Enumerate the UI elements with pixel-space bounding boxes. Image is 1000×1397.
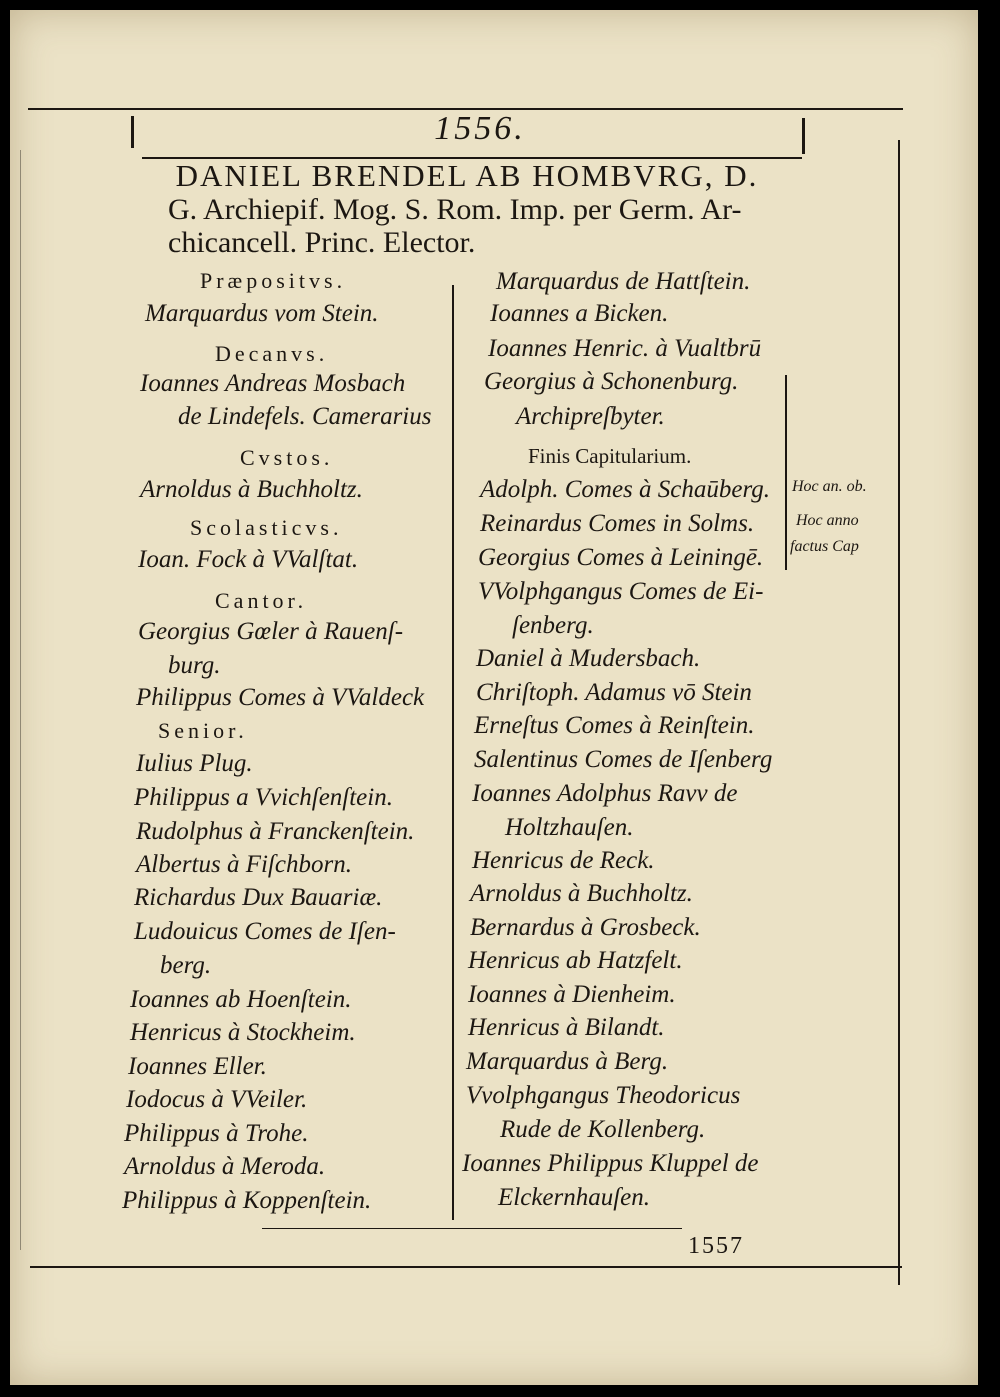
left-name-entry: Ioannes ab Hoenſtein. bbox=[130, 986, 352, 1013]
right-name-entry: Henricus de Reck. bbox=[472, 847, 655, 874]
left-name-entry: Iodocus à VVeiler. bbox=[126, 1086, 308, 1113]
left-name-entry: Richardus Dux Bauariæ. bbox=[134, 884, 383, 911]
far-left-border bbox=[20, 150, 21, 1250]
column-divider bbox=[452, 285, 454, 1220]
right-name-entry: Ioannes Adolphus Ravv de bbox=[472, 780, 738, 807]
left-name-entry: Arnoldus à Meroda. bbox=[124, 1153, 326, 1180]
right-name-entry: Vvolphgangus Theodoricus bbox=[466, 1082, 741, 1109]
left-name-entry: Philippus à Trohe. bbox=[124, 1120, 309, 1147]
right-name-entry: Rude de Kollenberg. bbox=[500, 1116, 706, 1143]
margin-note: Hoc anno bbox=[796, 512, 859, 529]
section-end-label: Finis Capitularium. bbox=[528, 444, 692, 468]
right-name-entry: Adolph. Comes à Schaūberg. bbox=[480, 476, 771, 503]
left-name-entry: Philippus à Koppenſtein. bbox=[122, 1187, 372, 1214]
right-name-entry: VVolphgangus Comes de Ei- bbox=[478, 578, 764, 605]
left-name-entry: Ioannes Andreas Mosbach bbox=[140, 370, 406, 397]
title-line-3: chicancell. Princ. Elector. bbox=[168, 226, 476, 259]
left-name-entry: Philippus Comes à VValdeck bbox=[136, 684, 425, 711]
left-border-mark bbox=[131, 116, 134, 148]
right-name-entry: Henricus à Bilandt. bbox=[468, 1014, 665, 1041]
left-name-entry: Rudolphus à Franckenſtein. bbox=[136, 818, 415, 845]
right-name-entry: Ioannes Philippus Kluppel de bbox=[462, 1150, 759, 1177]
right-name-entry: Elckernhauſen. bbox=[498, 1184, 651, 1211]
left-name-entry: Iulius Plug. bbox=[136, 750, 253, 777]
margin-note: Hoc an. ob. bbox=[792, 478, 867, 495]
right-name-entry: Ioannes a Bicken. bbox=[490, 300, 669, 327]
left-name-entry: Marquardus vom Stein. bbox=[145, 300, 379, 327]
bottom-inner-rule bbox=[262, 1228, 682, 1229]
left-name-entry: Henricus à Stockheim. bbox=[130, 1019, 356, 1046]
right-name-entry: Henricus ab Hatzfelt. bbox=[468, 947, 683, 974]
left-name-entry: Ioannes Eller. bbox=[128, 1053, 267, 1080]
right-name-entry: Holtzhauſen. bbox=[505, 814, 634, 841]
right-border-line bbox=[802, 118, 805, 154]
left-name-entry: Albertus à Fiſchborn. bbox=[136, 851, 352, 878]
left-name-entry: berg. bbox=[160, 952, 212, 979]
margin-note: factus Cap bbox=[790, 538, 859, 555]
left-name-entry: Ioan. Fock à VValſtat. bbox=[138, 546, 359, 573]
left-office-heading: Senior. bbox=[158, 718, 248, 743]
left-office-heading: Cvstos. bbox=[240, 445, 334, 470]
right-name-entry: ſenberg. bbox=[512, 612, 594, 639]
right-name-entry: Georgius à Schonenburg. bbox=[484, 368, 739, 395]
left-name-entry: Arnoldus à Buchholtz. bbox=[140, 476, 363, 503]
right-name-entry: Georgius Comes à Leiningē. bbox=[478, 544, 764, 571]
bottom-rule bbox=[30, 1266, 902, 1268]
right-name-entry: Chriſtoph. Adamus vō Stein bbox=[476, 679, 752, 706]
right-name-entry: Erneſtus Comes à Reinſtein. bbox=[474, 712, 755, 739]
right-name-entry: Daniel à Mudersbach. bbox=[476, 645, 701, 672]
left-office-heading: Scolasticvs. bbox=[190, 515, 343, 540]
right-name-entry: Marquardus de Hattſtein. bbox=[496, 268, 751, 295]
right-name-entry: Reinardus Comes in Solms. bbox=[480, 510, 755, 537]
left-name-entry: de Lindefels. Camerarius bbox=[178, 403, 432, 430]
title-line-2: G. Archiepif. Mog. S. Rom. Imp. per Germ. Ar- bbox=[168, 193, 742, 226]
page-year: 1556. bbox=[434, 110, 526, 147]
left-office-heading: Decanvs. bbox=[215, 341, 329, 366]
right-name-entry: Ioannes à Dienheim. bbox=[468, 981, 676, 1008]
left-name-entry: Philippus a Vvichſenſtein. bbox=[134, 784, 393, 811]
right-name-entry: Marquardus à Berg. bbox=[466, 1048, 669, 1075]
left-office-heading: Cantor. bbox=[215, 588, 308, 613]
right-name-entry: Archipreſbyter. bbox=[516, 403, 665, 430]
left-name-entry: burg. bbox=[168, 652, 221, 679]
catchword: 1557 bbox=[688, 1233, 744, 1259]
right-name-entry: Salentinus Comes de Iſenberg bbox=[474, 746, 773, 773]
left-office-heading: Præpositvs. bbox=[200, 268, 347, 293]
right-column-divider bbox=[785, 375, 787, 570]
right-name-entry: Ioannes Henric. à Vualtbrū bbox=[488, 335, 762, 362]
left-name-entry: Georgius Gœler à Rauenſ- bbox=[138, 618, 404, 645]
right-name-entry: Bernardus à Grosbeck. bbox=[470, 914, 701, 941]
title-line-1: DANIEL BRENDEL AB HOMBVRG, D. bbox=[175, 158, 759, 193]
left-name-entry: Ludouicus Comes de Iſen- bbox=[134, 918, 396, 945]
right-name-entry: Arnoldus à Buchholtz. bbox=[470, 880, 693, 907]
far-right-border bbox=[898, 140, 900, 1285]
